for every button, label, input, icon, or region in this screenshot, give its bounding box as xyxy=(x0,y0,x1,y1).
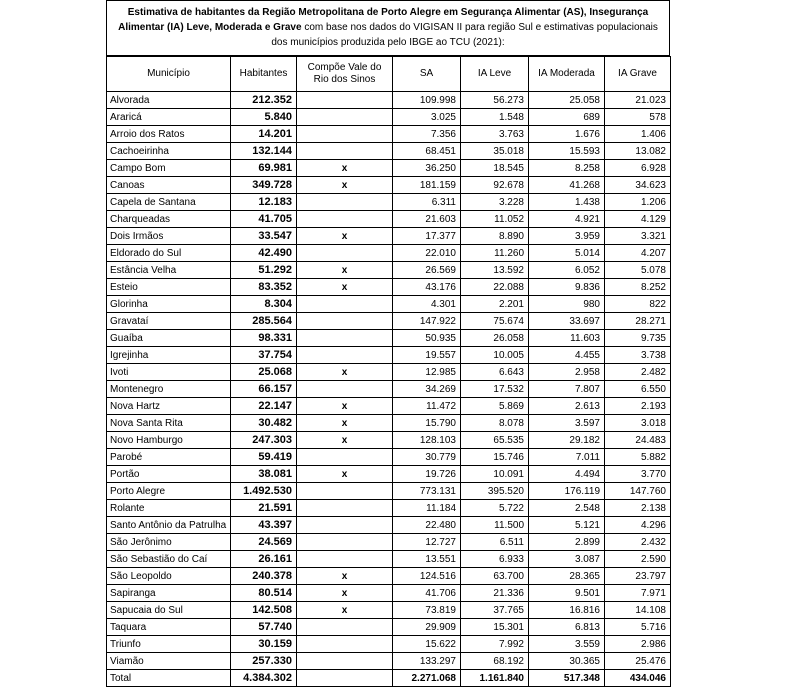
cell-ia-grave: 822 xyxy=(605,296,671,313)
cell-municipio: Porto Alegre xyxy=(107,483,231,500)
cell-habitantes: 43.397 xyxy=(231,517,297,534)
cell-vale: x xyxy=(297,279,393,296)
table-row xyxy=(107,143,671,160)
cell-habitantes: 14.201 xyxy=(231,126,297,143)
cell-ia-grave: 2.482 xyxy=(605,364,671,381)
cell-ia-leve: 13.592 xyxy=(461,262,529,279)
cell-vale xyxy=(297,636,393,653)
cell-ia-moderada: 2.548 xyxy=(529,500,605,517)
cell-sa: 22.480 xyxy=(393,517,461,534)
cell-sa: 11.184 xyxy=(393,500,461,517)
cell-ia-leve: 22.088 xyxy=(461,279,529,296)
table-row xyxy=(107,92,671,109)
cell-ia-grave: 3.018 xyxy=(605,415,671,432)
cell-vale xyxy=(297,449,393,466)
cell-ia-leve: 2.201 xyxy=(461,296,529,313)
cell-municipio: Campo Bom xyxy=(107,160,231,177)
cell-ia-grave: 2.138 xyxy=(605,500,671,517)
cell-ia-grave: 8.252 xyxy=(605,279,671,296)
cell-habitantes: 98.331 xyxy=(231,330,297,347)
cell-habitantes: 132.144 xyxy=(231,143,297,160)
table-body xyxy=(107,92,671,687)
cell-ia-moderada: 1.676 xyxy=(529,126,605,143)
cell-habitantes: 142.508 xyxy=(231,602,297,619)
cell-municipio: Cachoeirinha xyxy=(107,143,231,160)
total-cell-municipio: Total xyxy=(107,670,231,687)
cell-habitantes: 24.569 xyxy=(231,534,297,551)
cell-vale xyxy=(297,245,393,262)
total-cell-habitantes: 4.384.302 xyxy=(231,670,297,687)
cell-ia-moderada: 2.899 xyxy=(529,534,605,551)
cell-vale xyxy=(297,126,393,143)
cell-ia-moderada: 5.014 xyxy=(529,245,605,262)
table-caption xyxy=(106,0,670,56)
cell-ia-leve: 18.545 xyxy=(461,160,529,177)
cell-habitantes: 21.591 xyxy=(231,500,297,517)
table-row xyxy=(107,483,671,500)
cell-sa: 3.025 xyxy=(393,109,461,126)
cell-municipio: Novo Hamburgo xyxy=(107,432,231,449)
header-vale: Compõe Vale do Rio dos Sinos xyxy=(297,57,393,92)
cell-habitantes: 83.352 xyxy=(231,279,297,296)
cell-habitantes: 37.754 xyxy=(231,347,297,364)
cell-ia-moderada: 16.816 xyxy=(529,602,605,619)
cell-ia-grave: 3.321 xyxy=(605,228,671,245)
cell-sa: 43.176 xyxy=(393,279,461,296)
caption-rest: com base nos dados do VIGISAN II para região Sul e estimativas populacionais dos municípios produzida pelo IBGE ao TCU (2021): xyxy=(271,22,658,48)
cell-ia-moderada: 25.058 xyxy=(529,92,605,109)
cell-ia-leve: 5.869 xyxy=(461,398,529,415)
cell-ia-moderada: 176.119 xyxy=(529,483,605,500)
cell-ia-grave: 4.129 xyxy=(605,211,671,228)
cell-vale: x xyxy=(297,602,393,619)
cell-vale xyxy=(297,534,393,551)
cell-ia-moderada: 3.559 xyxy=(529,636,605,653)
cell-ia-leve: 56.273 xyxy=(461,92,529,109)
cell-ia-leve: 92.678 xyxy=(461,177,529,194)
cell-municipio: Glorinha xyxy=(107,296,231,313)
cell-ia-grave: 5.078 xyxy=(605,262,671,279)
cell-ia-moderada: 7.807 xyxy=(529,381,605,398)
cell-ia-moderada: 41.268 xyxy=(529,177,605,194)
table-row xyxy=(107,177,671,194)
table-row xyxy=(107,228,671,245)
cell-ia-moderada: 11.603 xyxy=(529,330,605,347)
cell-habitantes: 8.304 xyxy=(231,296,297,313)
cell-habitantes: 38.081 xyxy=(231,466,297,483)
cell-ia-leve: 10.091 xyxy=(461,466,529,483)
cell-ia-leve: 26.058 xyxy=(461,330,529,347)
cell-sa: 773.131 xyxy=(393,483,461,500)
cell-ia-leve: 395.520 xyxy=(461,483,529,500)
table-row xyxy=(107,279,671,296)
table-row xyxy=(107,364,671,381)
table-row xyxy=(107,585,671,602)
cell-ia-grave: 25.476 xyxy=(605,653,671,670)
cell-habitantes: 285.564 xyxy=(231,313,297,330)
cell-ia-moderada: 28.365 xyxy=(529,568,605,585)
cell-sa: 109.998 xyxy=(393,92,461,109)
cell-vale xyxy=(297,551,393,568)
cell-ia-grave: 578 xyxy=(605,109,671,126)
cell-vale xyxy=(297,500,393,517)
cell-ia-grave: 28.271 xyxy=(605,313,671,330)
cell-sa: 21.603 xyxy=(393,211,461,228)
cell-ia-grave: 2.432 xyxy=(605,534,671,551)
cell-vale xyxy=(297,330,393,347)
cell-sa: 19.557 xyxy=(393,347,461,364)
table-row xyxy=(107,568,671,585)
cell-habitantes: 69.981 xyxy=(231,160,297,177)
total-cell-vale xyxy=(297,670,393,687)
food-security-table xyxy=(106,56,671,687)
cell-habitantes: 26.161 xyxy=(231,551,297,568)
cell-ia-leve: 35.018 xyxy=(461,143,529,160)
cell-sa: 128.103 xyxy=(393,432,461,449)
cell-ia-leve: 68.192 xyxy=(461,653,529,670)
cell-habitantes: 42.490 xyxy=(231,245,297,262)
cell-ia-grave: 23.797 xyxy=(605,568,671,585)
cell-vale xyxy=(297,347,393,364)
cell-vale xyxy=(297,653,393,670)
cell-ia-leve: 6.933 xyxy=(461,551,529,568)
cell-vale xyxy=(297,92,393,109)
cell-ia-leve: 11.260 xyxy=(461,245,529,262)
cell-ia-leve: 75.674 xyxy=(461,313,529,330)
cell-vale: x xyxy=(297,364,393,381)
cell-sa: 6.311 xyxy=(393,194,461,211)
cell-ia-moderada: 6.813 xyxy=(529,619,605,636)
cell-habitantes: 212.352 xyxy=(231,92,297,109)
cell-habitantes: 257.330 xyxy=(231,653,297,670)
cell-ia-grave: 2.590 xyxy=(605,551,671,568)
cell-ia-leve: 8.078 xyxy=(461,415,529,432)
cell-habitantes: 66.157 xyxy=(231,381,297,398)
cell-vale xyxy=(297,143,393,160)
cell-sa: 7.356 xyxy=(393,126,461,143)
cell-ia-moderada: 980 xyxy=(529,296,605,313)
caption-bold: Estimativa de habitantes da Região Metropolitana de Porto Alegre em Segurança Alimentar (AS), Insegurança Alimentar (IA) Leve, Moderada e Grave xyxy=(118,7,649,33)
cell-sa: 34.269 xyxy=(393,381,461,398)
cell-ia-grave: 6.550 xyxy=(605,381,671,398)
cell-ia-grave: 24.483 xyxy=(605,432,671,449)
cell-ia-grave: 5.882 xyxy=(605,449,671,466)
total-cell-ia-grave: 434.046 xyxy=(605,670,671,687)
cell-ia-grave: 7.971 xyxy=(605,585,671,602)
cell-municipio: Ivoti xyxy=(107,364,231,381)
table-row xyxy=(107,517,671,534)
table-row xyxy=(107,330,671,347)
cell-sa: 30.779 xyxy=(393,449,461,466)
cell-municipio: Dois Irmãos xyxy=(107,228,231,245)
cell-municipio: São Jerônimo xyxy=(107,534,231,551)
cell-ia-grave: 1.206 xyxy=(605,194,671,211)
cell-vale xyxy=(297,296,393,313)
cell-ia-moderada: 3.087 xyxy=(529,551,605,568)
table-row xyxy=(107,534,671,551)
cell-ia-moderada: 9.836 xyxy=(529,279,605,296)
total-cell-sa: 2.271.068 xyxy=(393,670,461,687)
cell-habitantes: 12.183 xyxy=(231,194,297,211)
cell-ia-moderada: 29.182 xyxy=(529,432,605,449)
cell-ia-leve: 37.765 xyxy=(461,602,529,619)
header-habitantes: Habitantes xyxy=(231,57,297,92)
table-row xyxy=(107,109,671,126)
cell-ia-grave: 4.296 xyxy=(605,517,671,534)
cell-sa: 181.159 xyxy=(393,177,461,194)
cell-municipio: Portão xyxy=(107,466,231,483)
cell-ia-leve: 3.763 xyxy=(461,126,529,143)
cell-ia-moderada: 4.494 xyxy=(529,466,605,483)
cell-municipio: Araricá xyxy=(107,109,231,126)
cell-municipio: Nova Santa Rita xyxy=(107,415,231,432)
cell-ia-moderada: 33.697 xyxy=(529,313,605,330)
cell-vale: x xyxy=(297,262,393,279)
cell-sa: 124.516 xyxy=(393,568,461,585)
table-row xyxy=(107,466,671,483)
cell-ia-moderada: 4.455 xyxy=(529,347,605,364)
cell-sa: 26.569 xyxy=(393,262,461,279)
cell-sa: 12.985 xyxy=(393,364,461,381)
cell-ia-leve: 3.228 xyxy=(461,194,529,211)
cell-ia-grave: 147.760 xyxy=(605,483,671,500)
cell-ia-moderada: 5.121 xyxy=(529,517,605,534)
cell-habitantes: 1.492.530 xyxy=(231,483,297,500)
cell-ia-moderada: 30.365 xyxy=(529,653,605,670)
header-ia-moderada: IA Moderada xyxy=(529,57,605,92)
header-row xyxy=(107,57,671,92)
cell-ia-moderada: 3.597 xyxy=(529,415,605,432)
cell-vale xyxy=(297,109,393,126)
cell-municipio: Arroio dos Ratos xyxy=(107,126,231,143)
cell-sa: 19.726 xyxy=(393,466,461,483)
table-row xyxy=(107,619,671,636)
table-row xyxy=(107,636,671,653)
cell-habitantes: 57.740 xyxy=(231,619,297,636)
cell-habitantes: 51.292 xyxy=(231,262,297,279)
cell-municipio: Taquara xyxy=(107,619,231,636)
spreadsheet xyxy=(106,0,670,687)
cell-ia-moderada: 6.052 xyxy=(529,262,605,279)
total-row xyxy=(107,670,671,687)
cell-sa: 68.451 xyxy=(393,143,461,160)
cell-sa: 4.301 xyxy=(393,296,461,313)
table-row xyxy=(107,381,671,398)
cell-municipio: Charqueadas xyxy=(107,211,231,228)
cell-vale: x xyxy=(297,228,393,245)
cell-habitantes: 41.705 xyxy=(231,211,297,228)
cell-ia-moderada: 8.258 xyxy=(529,160,605,177)
cell-sa: 133.297 xyxy=(393,653,461,670)
cell-ia-leve: 65.535 xyxy=(461,432,529,449)
cell-sa: 15.622 xyxy=(393,636,461,653)
cell-municipio: Canoas xyxy=(107,177,231,194)
cell-vale: x xyxy=(297,398,393,415)
cell-ia-leve: 1.548 xyxy=(461,109,529,126)
cell-municipio: Viamão xyxy=(107,653,231,670)
cell-municipio: Igrejinha xyxy=(107,347,231,364)
cell-ia-moderada: 15.593 xyxy=(529,143,605,160)
cell-municipio: Eldorado do Sul xyxy=(107,245,231,262)
cell-vale: x xyxy=(297,585,393,602)
cell-ia-leve: 15.301 xyxy=(461,619,529,636)
cell-municipio: Rolante xyxy=(107,500,231,517)
cell-municipio: Sapucaia do Sul xyxy=(107,602,231,619)
cell-ia-grave: 34.623 xyxy=(605,177,671,194)
cell-habitantes: 33.547 xyxy=(231,228,297,245)
cell-municipio: Gravataí xyxy=(107,313,231,330)
table-row xyxy=(107,415,671,432)
cell-municipio: Nova Hartz xyxy=(107,398,231,415)
cell-ia-moderada: 9.501 xyxy=(529,585,605,602)
cell-ia-leve: 15.746 xyxy=(461,449,529,466)
header-municipio: Município xyxy=(107,57,231,92)
cell-ia-moderada: 4.921 xyxy=(529,211,605,228)
header-ia-leve: IA Leve xyxy=(461,57,529,92)
cell-sa: 12.727 xyxy=(393,534,461,551)
table-row xyxy=(107,347,671,364)
cell-sa: 36.250 xyxy=(393,160,461,177)
cell-ia-grave: 3.738 xyxy=(605,347,671,364)
cell-vale: x xyxy=(297,160,393,177)
cell-ia-leve: 8.890 xyxy=(461,228,529,245)
cell-municipio: São Leopoldo xyxy=(107,568,231,585)
total-cell-ia-moderada: 517.348 xyxy=(529,670,605,687)
table-row xyxy=(107,160,671,177)
cell-ia-grave: 14.108 xyxy=(605,602,671,619)
cell-sa: 147.922 xyxy=(393,313,461,330)
cell-ia-grave: 6.928 xyxy=(605,160,671,177)
cell-vale: x xyxy=(297,415,393,432)
cell-ia-grave: 2.986 xyxy=(605,636,671,653)
cell-habitantes: 247.303 xyxy=(231,432,297,449)
cell-habitantes: 25.068 xyxy=(231,364,297,381)
cell-sa: 15.790 xyxy=(393,415,461,432)
cell-habitantes: 59.419 xyxy=(231,449,297,466)
cell-municipio: Esteio xyxy=(107,279,231,296)
table-row xyxy=(107,398,671,415)
cell-ia-moderada: 7.011 xyxy=(529,449,605,466)
cell-habitantes: 30.482 xyxy=(231,415,297,432)
table-row xyxy=(107,211,671,228)
cell-ia-moderada: 3.959 xyxy=(529,228,605,245)
table-row xyxy=(107,194,671,211)
table-row xyxy=(107,262,671,279)
cell-vale xyxy=(297,194,393,211)
table-row xyxy=(107,126,671,143)
cell-sa: 11.472 xyxy=(393,398,461,415)
cell-municipio: Alvorada xyxy=(107,92,231,109)
cell-ia-moderada: 2.958 xyxy=(529,364,605,381)
cell-habitantes: 5.840 xyxy=(231,109,297,126)
cell-municipio: Capela de Santana xyxy=(107,194,231,211)
cell-ia-leve: 6.643 xyxy=(461,364,529,381)
cell-vale xyxy=(297,211,393,228)
cell-sa: 22.010 xyxy=(393,245,461,262)
cell-vale xyxy=(297,313,393,330)
cell-ia-grave: 21.023 xyxy=(605,92,671,109)
cell-habitantes: 30.159 xyxy=(231,636,297,653)
cell-vale xyxy=(297,517,393,534)
cell-municipio: Montenegro xyxy=(107,381,231,398)
cell-sa: 29.909 xyxy=(393,619,461,636)
cell-ia-moderada: 1.438 xyxy=(529,194,605,211)
cell-sa: 50.935 xyxy=(393,330,461,347)
cell-ia-leve: 17.532 xyxy=(461,381,529,398)
cell-vale: x xyxy=(297,432,393,449)
cell-ia-leve: 11.500 xyxy=(461,517,529,534)
cell-ia-leve: 7.992 xyxy=(461,636,529,653)
cell-ia-grave: 1.406 xyxy=(605,126,671,143)
cell-sa: 17.377 xyxy=(393,228,461,245)
cell-habitantes: 349.728 xyxy=(231,177,297,194)
cell-vale xyxy=(297,483,393,500)
cell-vale xyxy=(297,619,393,636)
cell-ia-grave: 3.770 xyxy=(605,466,671,483)
table-row xyxy=(107,500,671,517)
cell-ia-grave: 4.207 xyxy=(605,245,671,262)
cell-ia-grave: 2.193 xyxy=(605,398,671,415)
cell-vale xyxy=(297,381,393,398)
cell-habitantes: 22.147 xyxy=(231,398,297,415)
cell-municipio: Parobé xyxy=(107,449,231,466)
table-row xyxy=(107,602,671,619)
cell-habitantes: 240.378 xyxy=(231,568,297,585)
cell-ia-leve: 10.005 xyxy=(461,347,529,364)
cell-vale: x xyxy=(297,568,393,585)
cell-sa: 41.706 xyxy=(393,585,461,602)
table-row xyxy=(107,313,671,330)
cell-ia-grave: 5.716 xyxy=(605,619,671,636)
cell-ia-leve: 11.052 xyxy=(461,211,529,228)
cell-habitantes: 80.514 xyxy=(231,585,297,602)
cell-municipio: Estância Velha xyxy=(107,262,231,279)
cell-ia-leve: 5.722 xyxy=(461,500,529,517)
cell-sa: 13.551 xyxy=(393,551,461,568)
cell-municipio: Santo Antônio da Patrulha xyxy=(107,517,231,534)
cell-municipio: Guaíba xyxy=(107,330,231,347)
cell-ia-moderada: 2.613 xyxy=(529,398,605,415)
header-sa: SA xyxy=(393,57,461,92)
table-row xyxy=(107,245,671,262)
table-row xyxy=(107,551,671,568)
cell-sa: 73.819 xyxy=(393,602,461,619)
cell-ia-leve: 6.511 xyxy=(461,534,529,551)
cell-ia-leve: 63.700 xyxy=(461,568,529,585)
total-cell-ia-leve: 1.161.840 xyxy=(461,670,529,687)
table-row xyxy=(107,432,671,449)
table-row xyxy=(107,449,671,466)
cell-vale: x xyxy=(297,466,393,483)
table-row xyxy=(107,296,671,313)
cell-ia-leve: 21.336 xyxy=(461,585,529,602)
cell-ia-moderada: 689 xyxy=(529,109,605,126)
cell-municipio: Sapiranga xyxy=(107,585,231,602)
cell-ia-grave: 9.735 xyxy=(605,330,671,347)
header-ia-grave: IA Grave xyxy=(605,57,671,92)
table-row xyxy=(107,653,671,670)
cell-ia-grave: 13.082 xyxy=(605,143,671,160)
cell-municipio: São Sebastião do Caí xyxy=(107,551,231,568)
cell-municipio: Triunfo xyxy=(107,636,231,653)
cell-vale: x xyxy=(297,177,393,194)
